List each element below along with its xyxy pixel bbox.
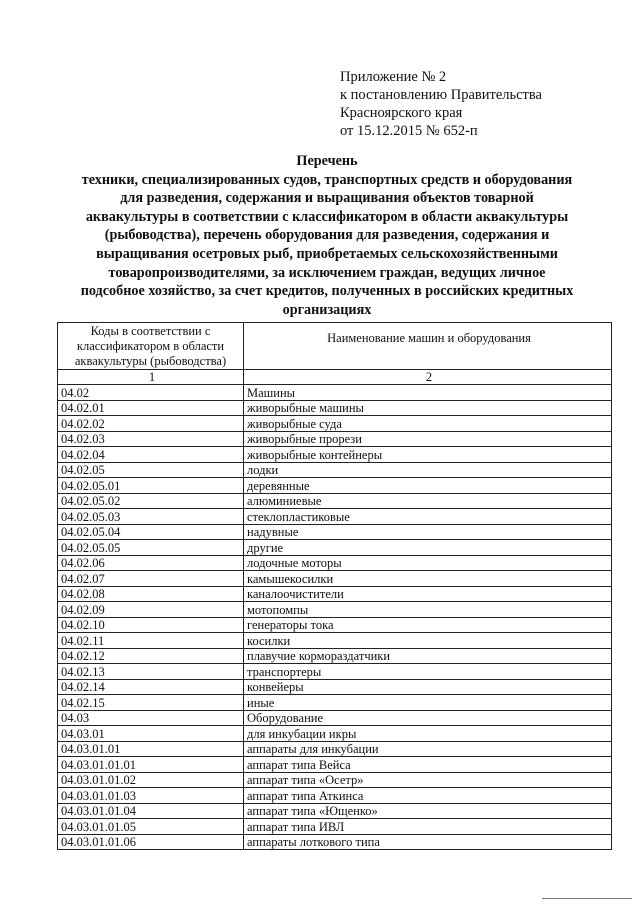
row-code: 04.02.05.01 [58,478,244,494]
title-line: для разведения, содержания и выращивания объектов товарной [120,190,534,207]
table-row [58,757,612,773]
appendix-line: Приложение № 2 [340,69,447,85]
row-name: лодки [244,462,612,478]
table-row [58,571,612,587]
row-code: 04.03.01.01.02 [58,772,244,788]
document-title [62,152,592,319]
row-code: 04.02.01 [58,400,244,416]
row-name: аппарат типа Аткинса [244,788,612,804]
row-code: 04.03.01.01.05 [58,819,244,835]
row-code: 04.02.14 [58,679,244,695]
table-row [58,664,612,680]
row-code: 04.03.01.01.03 [58,788,244,804]
row-code: 04.02.10 [58,617,244,633]
row-code: 04.03.01.01.04 [58,803,244,819]
row-code: 04.02.15 [58,695,244,711]
table-row [58,385,612,401]
table-row [58,478,612,494]
row-code: 04.02.05.04 [58,524,244,540]
title-line: выращивания осетровых рыб, приобретаемых сельскохозяйственными [96,245,558,262]
row-code: 04.02.06 [58,555,244,571]
table-row [58,555,612,571]
table-row [58,726,612,742]
table-row [58,803,612,819]
table-row [58,400,612,416]
table-row [58,509,612,525]
table-row [58,602,612,618]
title-line: (рыбоводства), перечень оборудования для разведения, содержания и [104,227,550,244]
table-row [58,788,612,804]
row-name: камышекосилки [244,571,612,587]
title-line: организациях [282,301,372,318]
row-code: 04.02.02 [58,416,244,432]
table-row [58,834,612,850]
row-code: 04.02.03 [58,431,244,447]
row-name: живорыбные контейнеры [244,447,612,463]
scan-artifact-line [542,898,632,899]
row-code: 04.03.01.01.01 [58,757,244,773]
row-name: аппарат типа Вейса [244,757,612,773]
column-number: 1 [58,370,244,385]
row-name: иные [244,695,612,711]
row-name: плавучие кормораздатчики [244,648,612,664]
header-name: Наименование машин и оборудования [244,323,612,370]
table-row [58,819,612,835]
row-name: стеклопластиковые [244,509,612,525]
row-name: для инкубации икры [244,726,612,742]
row-name: живорыбные прорези [244,431,612,447]
row-name: генераторы тока [244,617,612,633]
table-row [58,540,612,556]
table-row [58,447,612,463]
row-code: 04.02.07 [58,571,244,587]
table-row [58,710,612,726]
row-code: 04.02.05.02 [58,493,244,509]
row-name: аппарат типа «Ющенко» [244,803,612,819]
row-code: 04.03.01.01 [58,741,244,757]
appendix-block [340,68,542,140]
title-heading: Перечень [296,153,358,169]
row-name: аппарат типа ИВЛ [244,819,612,835]
row-name: каналоочистители [244,586,612,602]
row-name: аппарат типа «Осетр» [244,772,612,788]
row-name: косилки [244,633,612,649]
header-code: Коды в соответствии с классификатором в области аквакультуры (рыбоводства) [58,323,244,370]
row-name: живорыбные машины [244,400,612,416]
equipment-table [57,322,612,850]
table-row [58,431,612,447]
table-row [58,462,612,478]
title-line: аквакультуры в соответствии с классификатором в области аквакультуры [85,208,569,225]
row-code: 04.03.01 [58,726,244,742]
row-name: лодочные моторы [244,555,612,571]
row-name: транспортеры [244,664,612,680]
row-name: аппараты для инкубации [244,741,612,757]
appendix-line: Красноярского края [340,105,463,121]
table-row [58,772,612,788]
row-name: другие [244,540,612,556]
row-name: деревянные [244,478,612,494]
row-code: 04.03.01.01.06 [58,834,244,850]
row-name: конвейеры [244,679,612,695]
table-row [58,648,612,664]
row-code: 04.02 [58,385,244,401]
row-name: Оборудование [244,710,612,726]
column-number: 2 [244,370,612,385]
row-code: 04.02.12 [58,648,244,664]
row-code: 04.02.08 [58,586,244,602]
table-row [58,633,612,649]
table-row [58,741,612,757]
row-name: мотопомпы [244,602,612,618]
title-line: подсобное хозяйство, за счет кредитов, полученных в российских кредитных [80,283,574,300]
row-name: надувные [244,524,612,540]
table-row [58,695,612,711]
table-row [58,679,612,695]
appendix-line: от 15.12.2015 № 652-п [340,123,478,139]
row-code: 04.02.13 [58,664,244,680]
row-name: аппараты лоткового типа [244,834,612,850]
row-code: 04.02.04 [58,447,244,463]
table-row [58,586,612,602]
row-name: алюминиевые [244,493,612,509]
table-row [58,493,612,509]
row-code: 04.02.11 [58,633,244,649]
row-code: 04.02.09 [58,602,244,618]
title-line: товаропроизводителями, за исключением граждан, ведущих личное [108,264,546,281]
row-code: 04.02.05.03 [58,509,244,525]
title-line: техники, специализированных судов, транспортных средств и оборудования [81,171,573,188]
table-row [58,416,612,432]
row-code: 04.02.05 [58,462,244,478]
row-code: 04.03 [58,710,244,726]
row-name: Машины [244,385,612,401]
table-row [58,524,612,540]
appendix-line: к постановлению Правительства [340,87,542,103]
row-name: живорыбные суда [244,416,612,432]
table-row [58,617,612,633]
row-code: 04.02.05.05 [58,540,244,556]
